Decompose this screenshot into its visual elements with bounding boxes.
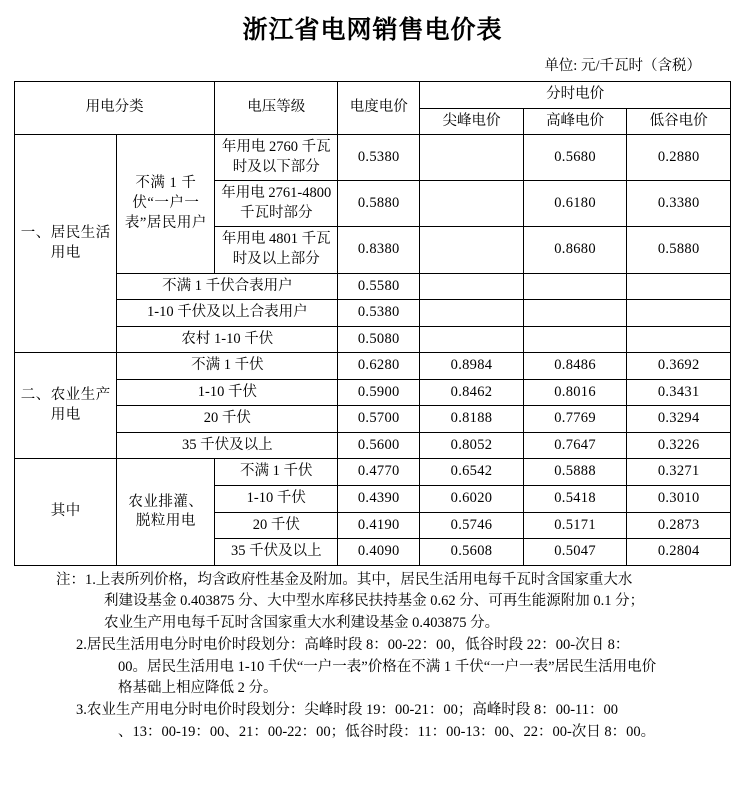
peak-price: 0.5608 (420, 539, 524, 566)
note-text: 农业生产用电分时电价时段划分：尖峰时段 19：00-21：00；高峰时段 8：00-11：00 (86, 702, 618, 719)
table-row (15, 379, 731, 406)
high-price: 0.5888 (523, 459, 627, 486)
energy-price: 0.4770 (338, 459, 420, 486)
energy-price: 0.5600 (338, 432, 420, 459)
note-text: 00。居民生活用电 1-10 千伏“一户一表”价格在不满 1 千伏“一户一表”居民生活用电价 (118, 658, 657, 675)
energy-price: 0.5880 (338, 181, 420, 227)
high-price (523, 273, 627, 300)
peak-price (420, 135, 524, 181)
peak-price: 0.8052 (420, 432, 524, 459)
valley-price: 0.3226 (627, 432, 731, 459)
voltage-label: 不满 1 千伏 (215, 459, 338, 486)
table-row (15, 300, 731, 327)
note-text: 格基础上相应降低 2 分。 (118, 680, 278, 697)
high-price: 0.7647 (523, 432, 627, 459)
high-price: 0.8486 (523, 353, 627, 380)
energy-price: 0.5380 (338, 135, 420, 181)
peak-price (420, 227, 524, 273)
header-energy-price: 电度电价 (338, 82, 420, 135)
high-price: 0.5171 (523, 512, 627, 539)
voltage-label: 年用电 4801 千瓦时及以上部分 (215, 227, 338, 273)
voltage-label: 1-10 千伏 (117, 379, 338, 406)
note-text: 居民生活用电分时电价时段划分：高峰时段 8：00-22：00，低谷时段 22：00-次日 8： (86, 636, 630, 653)
table-row (15, 273, 731, 300)
peak-price: 0.8188 (420, 406, 524, 433)
valley-price: 0.3294 (627, 406, 731, 433)
peak-price: 0.8462 (420, 379, 524, 406)
high-price: 0.8680 (523, 227, 627, 273)
header-voltage: 电压等级 (215, 82, 338, 135)
voltage-label: 1-10 千伏及以上合表用户 (117, 300, 338, 327)
energy-price: 0.4390 (338, 486, 420, 513)
note-number: 1. (85, 571, 96, 588)
energy-price: 0.4190 (338, 512, 420, 539)
energy-price: 0.4090 (338, 539, 420, 566)
note-item-3 (14, 700, 731, 722)
voltage-label: 20 千伏 (215, 512, 338, 539)
high-price (523, 326, 627, 353)
energy-price: 0.5580 (338, 273, 420, 300)
valley-price: 0.3010 (627, 486, 731, 513)
section-label-residential: 一、居民生活用电 (15, 135, 117, 353)
electricity-price-table (14, 81, 731, 566)
header-tou-peak: 尖峰电价 (420, 108, 524, 135)
valley-price: 0.3380 (627, 181, 731, 227)
note-text: 农业生产用电每千瓦时含国家重大水利建设基金 0.403875 分。 (104, 615, 500, 632)
notes-label: 注： (56, 571, 85, 588)
high-price (523, 300, 627, 327)
energy-price: 0.5080 (338, 326, 420, 353)
table-row (15, 432, 731, 459)
voltage-label: 年用电 2760 千瓦时及以下部分 (215, 135, 338, 181)
header-tou-high: 高峰电价 (523, 108, 627, 135)
energy-price: 0.5900 (338, 379, 420, 406)
section-label-of-which: 其中 (15, 459, 117, 565)
valley-price: 0.2873 (627, 512, 731, 539)
valley-price: 0.3431 (627, 379, 731, 406)
table-row (15, 326, 731, 353)
high-price: 0.5047 (523, 539, 627, 566)
peak-price (420, 326, 524, 353)
section-label-agriculture: 二、农业生产用电 (15, 353, 117, 459)
subgroup-irrigation: 农业排灌、脱粒用电 (117, 459, 215, 565)
valley-price (627, 326, 731, 353)
note-item-2 (14, 635, 731, 657)
voltage-label: 不满 1 千伏合表用户 (117, 273, 338, 300)
valley-price: 0.5880 (627, 227, 731, 273)
high-price: 0.6180 (523, 181, 627, 227)
document-page (0, 10, 745, 810)
peak-price: 0.6542 (420, 459, 524, 486)
voltage-label: 35 千伏及以上 (117, 432, 338, 459)
valley-price: 0.2880 (627, 135, 731, 181)
voltage-label: 1-10 千伏 (215, 486, 338, 513)
note-text: 利建设基金 0.403875 分、大中型水库移民扶持基金 0.62 分、可再生能源附加 0.1 分； (104, 593, 645, 610)
energy-price: 0.5700 (338, 406, 420, 433)
energy-price: 0.5380 (338, 300, 420, 327)
table-row (15, 353, 731, 380)
valley-price (627, 273, 731, 300)
voltage-label: 农村 1-10 千伏 (117, 326, 338, 353)
high-price: 0.8016 (523, 379, 627, 406)
unit-note: 单位: 元/千瓦时（含税） (544, 58, 701, 74)
header-tou-group: 分时电价 (420, 82, 731, 109)
energy-price: 0.6280 (338, 353, 420, 380)
page-title: 浙江省电网销售电价表 (242, 17, 503, 44)
peak-price (420, 273, 524, 300)
note-number: 3. (76, 702, 87, 719)
note-text: 、13：00-19：00、21：00-22：00；低谷时段：11：00-13：00、22：00-次日 8：00。 (118, 723, 656, 740)
table-row (15, 135, 731, 181)
voltage-label: 35 千伏及以上 (215, 539, 338, 566)
energy-price: 0.8380 (338, 227, 420, 273)
note-text: 上表所列价格，均含政府性基金及附加。其中，居民生活用电每千瓦时含国家重大水 (95, 571, 633, 588)
note-item-1 (14, 570, 731, 592)
table-row (15, 459, 731, 486)
valley-price (627, 300, 731, 327)
header-tou-valley: 低谷电价 (627, 108, 731, 135)
high-price: 0.5680 (523, 135, 627, 181)
voltage-label: 20 千伏 (117, 406, 338, 433)
voltage-label: 年用电 2761-4800 千瓦时部分 (215, 181, 338, 227)
table-header-row-1 (15, 82, 731, 109)
voltage-label: 不满 1 千伏 (117, 353, 338, 380)
high-price: 0.5418 (523, 486, 627, 513)
valley-price: 0.3692 (627, 353, 731, 380)
header-category: 用电分类 (15, 82, 215, 135)
note-number: 2. (76, 636, 87, 653)
peak-price: 0.5746 (420, 512, 524, 539)
peak-price: 0.6020 (420, 486, 524, 513)
peak-price: 0.8984 (420, 353, 524, 380)
notes-section (14, 570, 731, 744)
peak-price (420, 181, 524, 227)
valley-price: 0.3271 (627, 459, 731, 486)
table-row (15, 406, 731, 433)
peak-price (420, 300, 524, 327)
subgroup-residential-single-meter: 不满 1 千伏“一户一表”居民用户 (117, 135, 215, 273)
valley-price: 0.2804 (627, 539, 731, 566)
high-price: 0.7769 (523, 406, 627, 433)
